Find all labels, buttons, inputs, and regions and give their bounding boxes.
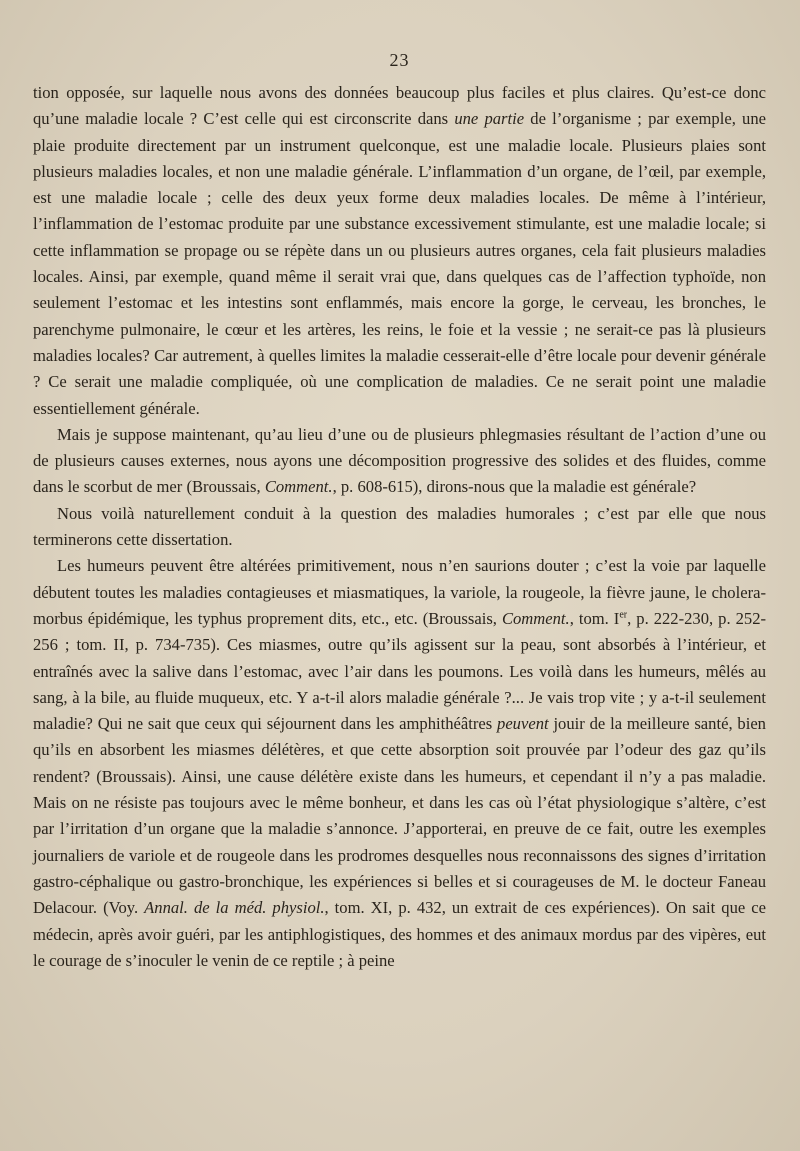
superscript-text: er xyxy=(619,609,628,621)
text-run: jouir de la meilleure santé, bien qu’ils en absorbent les miasmes délétères, et que cette absorption soit prouvée par l’odeur des gaz qu’ils rendent? (Broussais). Ainsi, une cause délétère existe dans les humeurs, et cependant il n’y a pas maladie. Mais on ne résiste pas toujours avec le même bonheur, et dans les cas où l’état physiologique s’altère, c’est par l’irritation d’un organe que la maladie s’annonce. J’apporterai, en preuve de ce fait, outre les exemples journaliers de variole et de rougeole dans les prodromes desquelles nous reconnaissons des signes d’irritation gastro-céphalique ou gastro-bronchique, les expériences si belles et si courageuses de M. le docteur Faneau Delacour. (Voy. xyxy=(33,714,766,918)
text-run: , p. 222-230, p. 252-256 ; tom. II, p. 734-735). Ces miasmes, outre qu’ils agissent sur la peau, sont absorbés à l’intérieur, et entraînés avec la salive dans l’estomac, avec l’air dans les poumons. Les voilà dans les humeurs, mêlés au sang, à la bile, au fluide muqueux, etc. Y a-t-il alors maladie générale ?... Je vais trop vite ; y a-t-il seulement maladie? Qui ne sait que ceux qui séjournent dans les amphithéâtres xyxy=(33,608,767,734)
italic-text: peuvent xyxy=(497,714,549,734)
text-run: , p. 608-615), dirons-nous que la maladie est générale? xyxy=(332,477,697,497)
text-run: tion opposée, sur laquelle nous avons des données beaucoup plus faciles et plus claires. Qu’est-ce donc qu’une maladie locale ? C’est celle qui est circonscrite dans xyxy=(33,83,766,129)
text-run: , tom. I xyxy=(569,608,620,628)
italic-text: Comment. xyxy=(501,608,570,628)
text-run: Les humeurs peuvent être altérées primitivement, nous n’en saurions douter ; c’est la voie par laquelle débutent toutes les maladies contagieuses et miasmatiques, la variole, la rougeole, la fièvre jaune, le cholera-morbus épidémique, les typhus proprement dits, etc., etc. (Broussais, xyxy=(33,556,766,628)
text-run: Nous voilà naturellement conduit à la question des maladies humorales ; c’est par elle que nous terminerons cette dissertation. xyxy=(33,503,766,550)
italic-text: une partie xyxy=(454,109,525,129)
text-run: , tom. XI, p. 432, un extrait de ces expériences). On sait que ce médecin, après avoir guéri, par les antiphlogistiques, des hommes et des animaux mordus par des vipères, eut le courage de s’inoculer le venin de ce reptile ; à peine xyxy=(33,898,766,970)
italic-text: Annal. de la méd. physiol. xyxy=(144,898,325,918)
paragraph xyxy=(33,422,766,501)
paragraph xyxy=(33,501,766,554)
italic-text: Comment. xyxy=(264,477,333,497)
paragraph xyxy=(33,553,766,974)
body-text xyxy=(33,80,766,974)
page-number: 23 xyxy=(389,50,410,70)
paragraph xyxy=(33,80,766,422)
text-run: Mais je suppose maintenant, qu’au lieu d’une ou de plusieurs phlegmasies résultant de l’action d’une ou de plusieurs causes externes, nous ayons une décomposition progressive des solides et des fluides, comme dans le scorbut de mer (Broussais, xyxy=(33,424,766,497)
text-run: de l’organisme ; par exemple, une plaie produite directement par un instrument quelconque, est une maladie locale. Plusieurs plaies sont plusieurs maladies locales, et non une maladie générale. L’inflammation d’un organe, de l’œil, par exemple, est une maladie locale ; celle des deux yeux forme deux maladies locales. De même à l’intérieur, l’inflammation de l’estomac produite par une substance excessivement stimulante, est une maladie locale; si cette inflammation se propage ou se répète dans un ou plusieurs autres organes, cela fait plusieurs maladies locales. Ainsi, par exemple, quand même il serait vrai que, dans quelques cas de l’affection typhoïde, non seulement l’estomac et les intestins sont enflammés, mais encore la gorge, le cerveau, les bronches, le parenchyme pulmonaire, le cœur et les artères, les reins, le foie et la vessie ; ne serait-ce pas là plusieurs maladies locales? Car autrement, à quelles limites la maladie cesserait-elle d’être locale pour devenir générale ? Ce serait une maladie compliquée, où une complication de maladies. Ce ne serait point une maladie essentiellement générale. xyxy=(33,109,767,418)
